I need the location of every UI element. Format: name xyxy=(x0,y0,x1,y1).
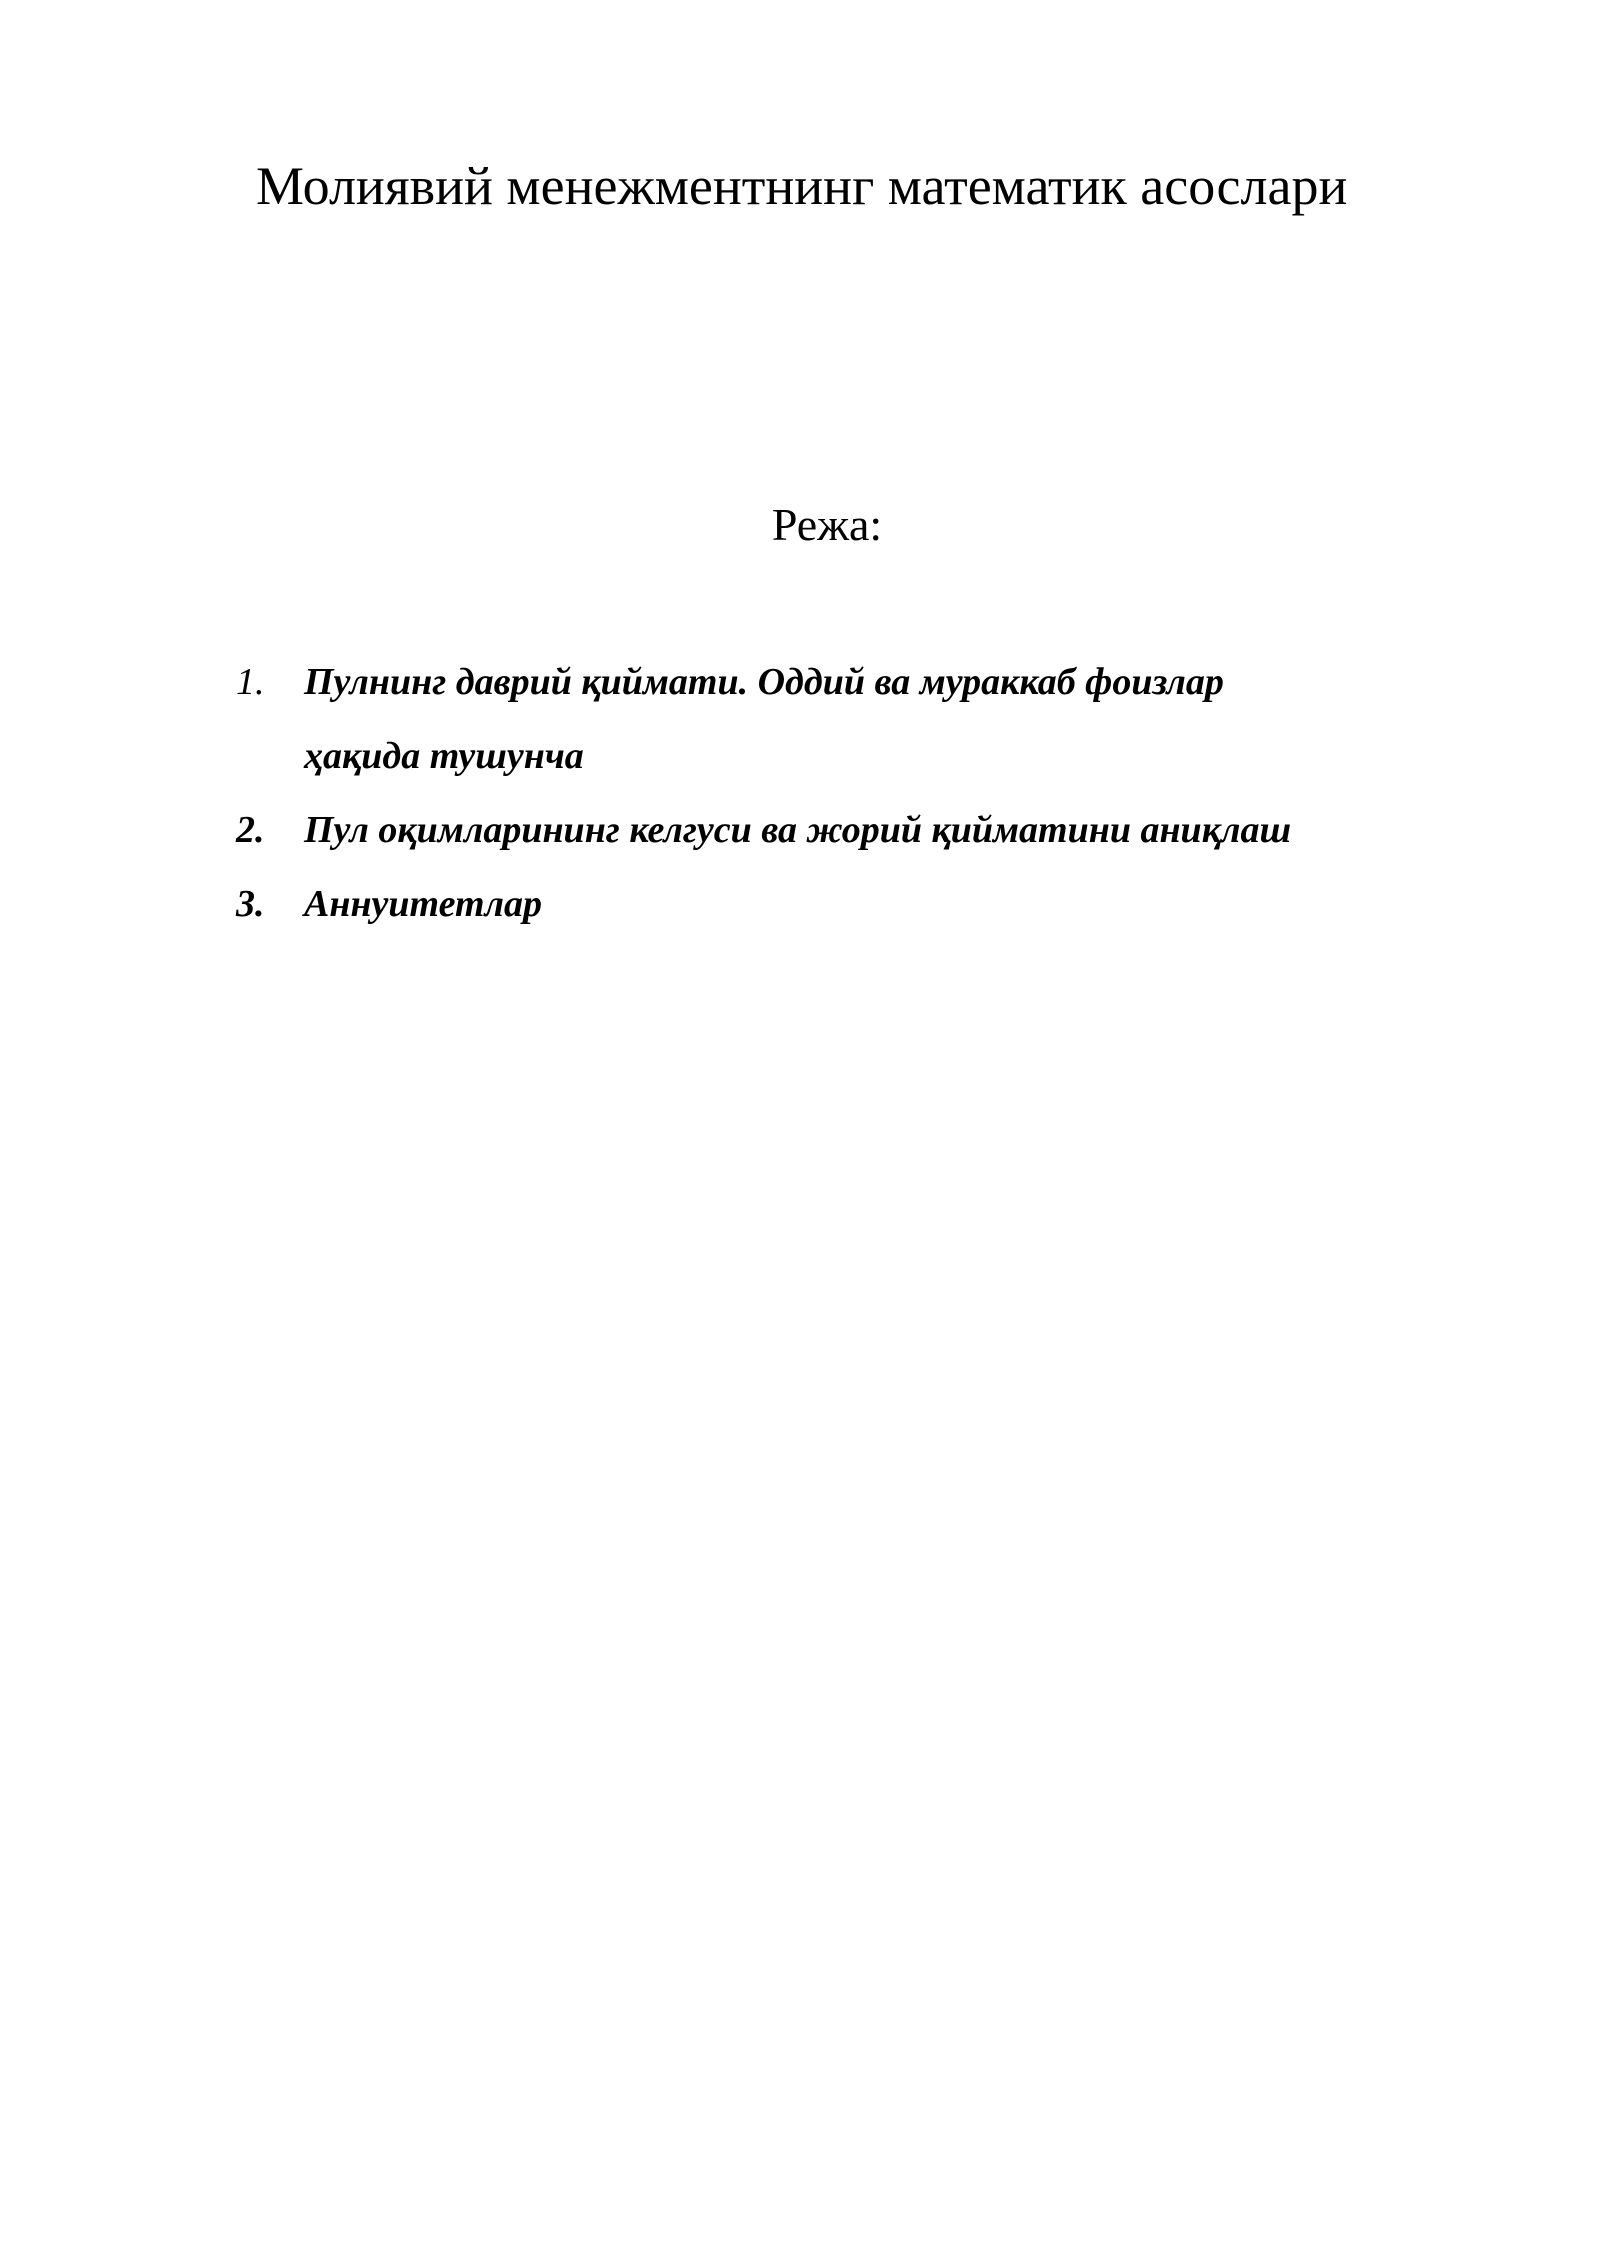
plan-heading: Режа: xyxy=(771,499,883,550)
plan-item-number: 3. xyxy=(236,883,265,925)
plan-list xyxy=(236,645,1436,941)
plan-item-number: 2. xyxy=(236,809,265,851)
plan-item-text: Пулнинг даврий қиймати. Оддий ва мураккаб фоизлар ҳақида тушунча xyxy=(304,661,1224,777)
plan-item-number: 1. xyxy=(236,661,265,703)
plan-item-text: Аннуитетлар xyxy=(304,883,543,925)
plan-item xyxy=(236,645,1436,793)
document-title: Молиявий менежментнинг математик асослари xyxy=(256,156,1348,216)
plan-item xyxy=(236,793,1436,867)
plan-item-text: Пул оқимларининг келгуси ва жорий қийматини аниқлаш xyxy=(304,809,1292,851)
plan-item xyxy=(236,867,1436,941)
